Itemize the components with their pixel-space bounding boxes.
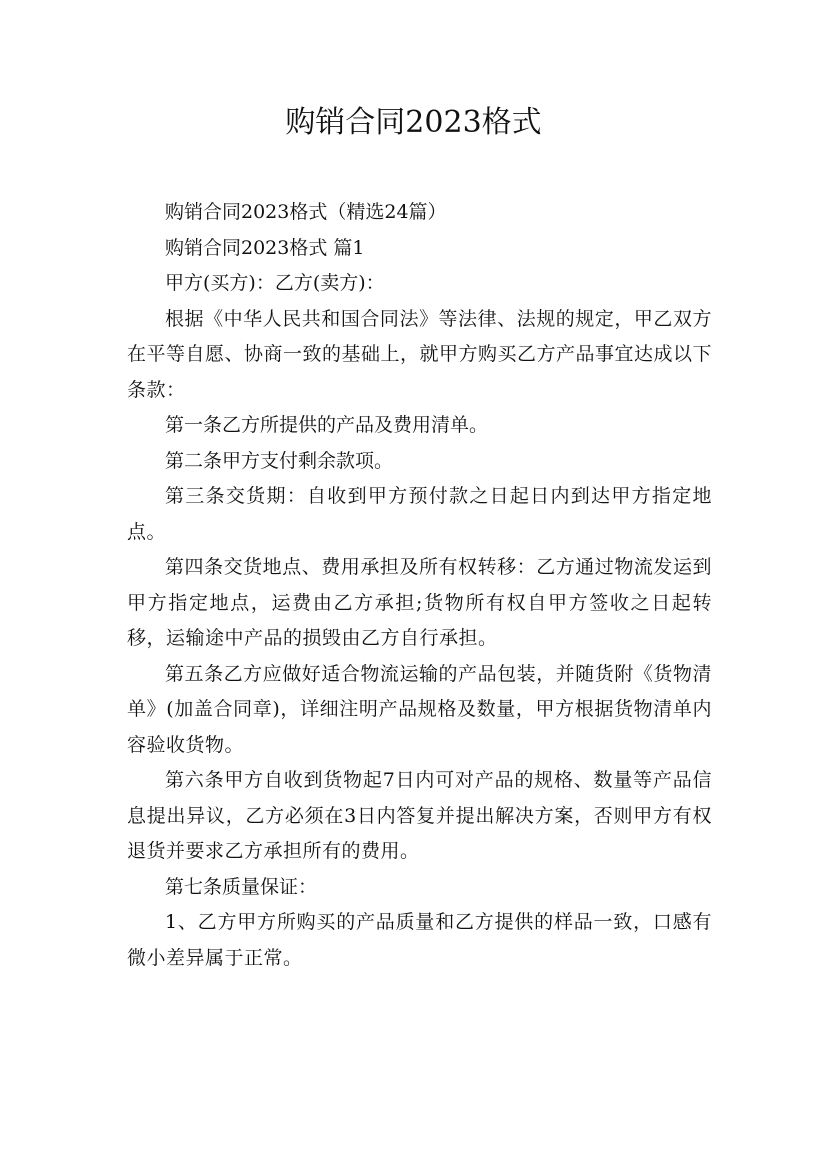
document-title: 购销合同2023格式	[285, 105, 542, 140]
paragraph-clause-3: 第三条交货期：自收到甲方预付款之日起日内到达甲方指定地点。	[127, 485, 712, 543]
paragraph-clause-2: 第二条甲方支付剩余款项。	[165, 449, 394, 472]
paragraph-clause-7-item-1: 1、乙方甲方所购买的产品质量和乙方提供的样品一致，口感有微小差异属于正常。	[127, 911, 712, 969]
paragraph-section-heading: 购销合同2023格式 篇1	[165, 236, 365, 259]
paragraph-subtitle: 购销合同2023格式（精选24篇）	[165, 201, 447, 223]
paragraph-clause-5: 第五条乙方应做好适合物流运输的产品包装，并随货附《货物清单》(加盖合同章)，详细注明产品规格及数量，甲方根据货物清单内容验收货物。	[127, 662, 712, 756]
paragraph-parties: 甲方(买方)：乙方(卖方)：	[165, 272, 385, 294]
paragraph-clause-7: 第七条质量保证：	[165, 875, 318, 898]
paragraph-clause-6: 第六条甲方自收到货物起7日内可对产品的规格、数量等产品信息提出异议，乙方必须在3日内答复并提出解决方案，否则甲方有权退货并要求乙方承担所有的费用。	[127, 769, 712, 862]
paragraph-preamble: 根据《中华人民共和国合同法》等法律、法规的规定，甲乙双方在平等自愿、协商一致的基础上，就甲方购买乙方产品事宜达成以下条款：	[127, 307, 713, 401]
paragraph-clause-4: 第四条交货地点、费用承担及所有权转移：乙方通过物流发运到甲方指定地点，运费由乙方承担;货物所有权自甲方签收之日起转移，运输途中产品的损毁由乙方自行承担。	[127, 556, 712, 649]
document-body	[127, 195, 712, 976]
paragraph-clause-1: 第一条乙方所提供的产品及费用清单。	[165, 414, 489, 436]
